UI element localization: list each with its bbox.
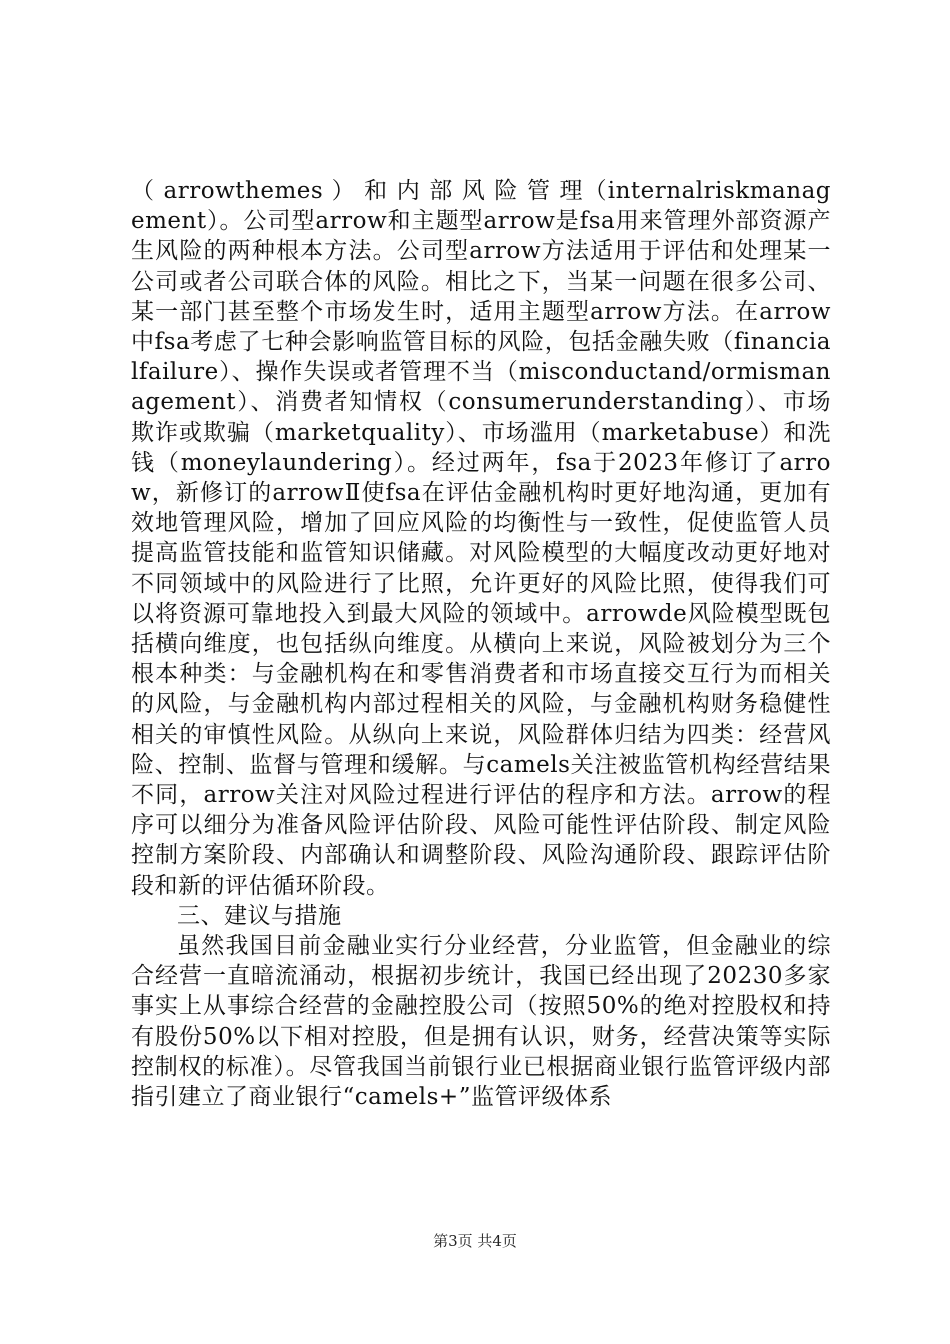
- body-paragraph: 虽然我国目前金融业实行分业经营，分业监管，但金融业的综合经营一直暗流涌动，根据初步统计，我国已经出现了20230多家事实上从事综合经营的金融控股公司（按照50%的绝对控股权和持有股份50%以下相对控股，但是拥有认识，财务，经营决策等实际控制权的标准）。尽管我国当前银行业已根据商业银行监管评级内部指引建立了商业银行“camels+”监管评级体系: [131, 933, 831, 1111]
- body-paragraph: （ arrowthemes ） 和 内 部 风 险 管 理（internalriskmanagement）。公司型arrow和主题型arrow是fsa用来管理外部资源产生风险的两种根本方法。公司型arrow方法适用于评估和处理某一公司或者公司联合体的风险。相比之下，当某一问题在很多公司、某一部门甚至整个市场发生时，适用主题型arrow方法。在arrow中fsa考虑了七种会影响监管目标的风险，包括金融失败（financialfailure）、操作失误或者管理不当（misconductand/ormismanagement）、消费者知情权（consumerunderstanding）、市场欺诈或欺骗（marketquality）、市场滥用（marketabuse）和洗钱（moneylaundering）。经过两年，fsa于2023年修订了arrow，新修订的arrowⅡ使fsa在评估金融机构时更好地沟通，更加有效地管理风险，增加了回应风险的均衡性与一致性，促使监管人员提高监管技能和监管知识储藏。对风险模型的大幅度改动更好地对不同领域中的风险进行了比照，允许更好的风险比照，使得我们可以将资源可靠地投入到最大风险的领域中。arrowde风险模型既包括横向维度，也包括纵向维度。从横向上来说，风险被划分为三个根本种类：与金融机构在和零售消费者和市场直接交互行为而相关的风险，与金融机构内部过程相关的风险，与金融机构财务稳健性相关的审慎性风险。从纵向上来说，风险群体归结为四类：经营风险、控制、监督与管理和缓解。与camels关注被监管机构经营结果不同，arrow关注对风险过程进行评估的程序和方法。arrow的程序可以细分为准备风险评估阶段、风险可能性评估阶段、制定风险控制方案阶段、内部确认和调整阶段、风险沟通阶段、跟踪评估阶段和新的评估循环阶段。: [131, 178, 831, 899]
- document-body: [131, 176, 831, 1112]
- page-footer: 第3页 共4页: [433, 1232, 517, 1250]
- section-heading: 三、建议与措施: [177, 902, 342, 929]
